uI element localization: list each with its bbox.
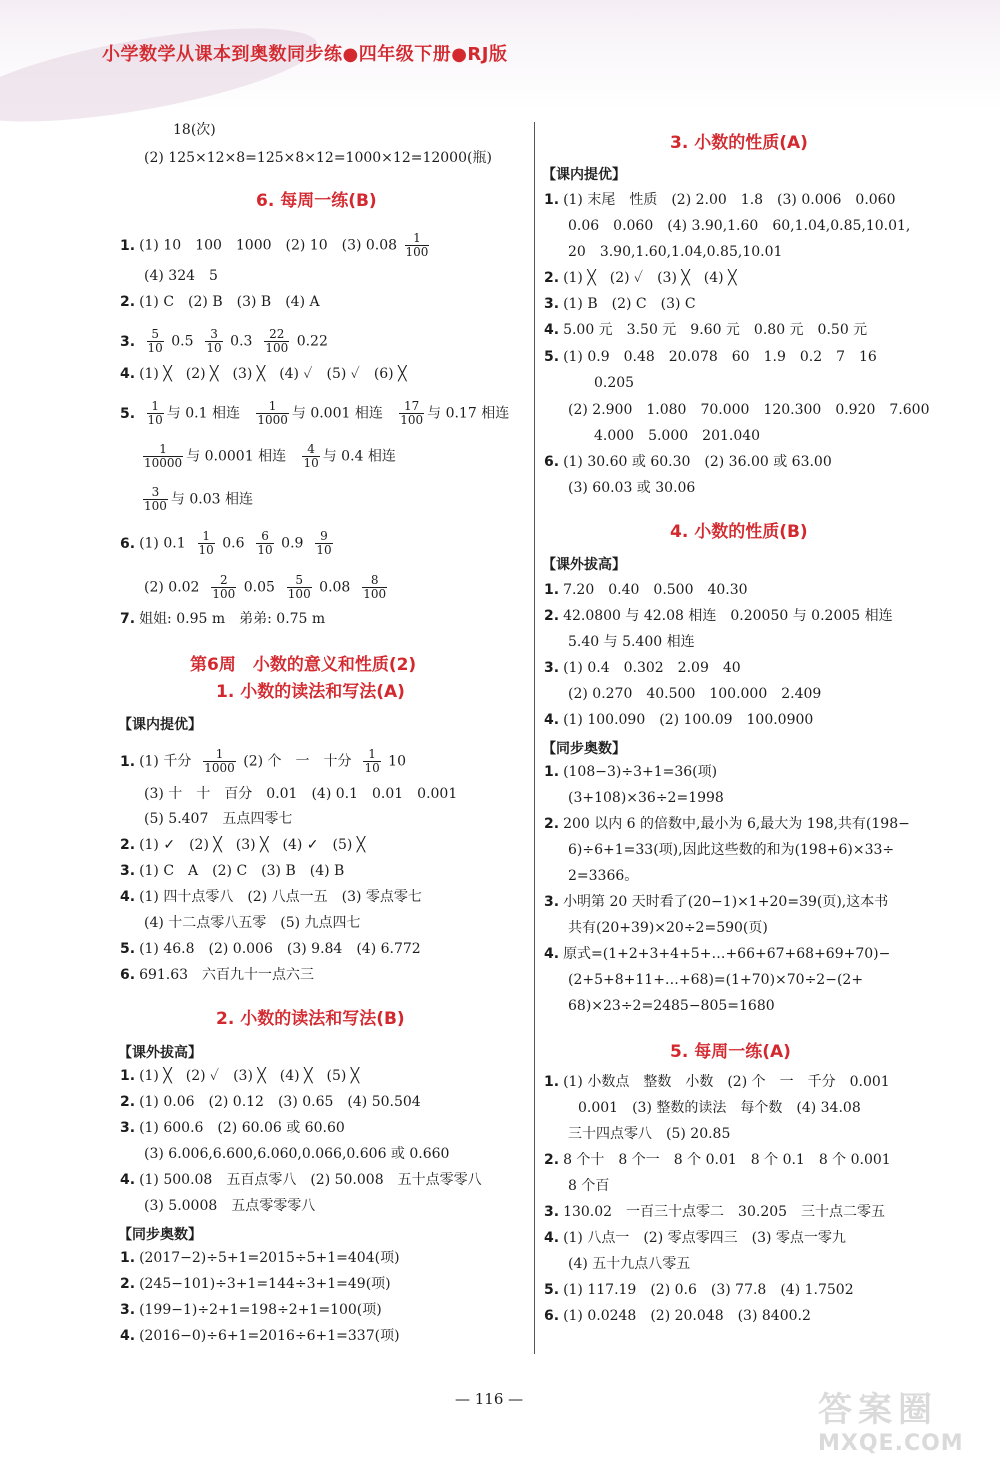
question-2: 2. (1) ╳ (2) ✓ (3) ╳ (4) ╳ xyxy=(544,270,737,286)
fraction: $\frac{5}{100}$ xyxy=(287,573,311,601)
answer-line: (4) 十二点零八五零 (5) 九点四七 xyxy=(144,915,361,931)
fraction: $\frac{17}{100}$ xyxy=(400,399,424,427)
subsection-label: 【课内提优】 xyxy=(118,717,202,733)
answer-line: 0.001 (3) 整数的读法 每个数 (4) 34.08 xyxy=(578,1100,861,1116)
fraction: $\frac{1}{10}$ xyxy=(364,747,380,775)
answer-line: 三十四点零八 (5) 20.85 xyxy=(568,1126,731,1142)
answer-line: 共有(20+39)×20÷2=590(页) xyxy=(568,920,768,936)
question-3: 3. (1) B (2) C (3) C xyxy=(544,296,696,312)
question-6: 6. 691.63 六百九十一点六三 xyxy=(120,967,315,983)
question-3: 3. 130.02 一百三十点零二 30.205 三十点二零五 xyxy=(544,1204,886,1220)
answer-line: 4.000 5.000 201.040 xyxy=(594,428,761,444)
answer-line: 68)×23÷2=2485−805=1680 xyxy=(568,998,775,1014)
fraction: $\frac{5}{10}$ xyxy=(147,327,163,355)
subsection-label: 【同步奥数】 xyxy=(118,1227,202,1243)
fraction: $\frac{3}{10}$ xyxy=(206,327,222,355)
question-1: 1. (1) 千分 $\frac{1}{1000}$ (2) 个 一 十分 $\frac{1}{10}$ 10 xyxy=(120,747,406,775)
fraction: $\frac{8}{100}$ xyxy=(363,573,387,601)
question-2: 2. (245−101)÷3+1=144÷3+1=49(项) xyxy=(120,1276,391,1292)
question-5: 5. (1) 117.19 (2) 0.6 (3) 77.8 (4) 1.7502 xyxy=(544,1282,854,1298)
question-2: 2. (1) C (2) B (3) B (4) A xyxy=(120,294,320,310)
section-heading: 3. 小数的性质(A) xyxy=(670,133,808,153)
answer-line: 8 个百 xyxy=(568,1178,610,1194)
answer-line: 0.205 xyxy=(594,375,635,391)
question-4: 4. (1) 500.08 五百点零八 (2) 50.008 五十点零零八 xyxy=(120,1172,482,1188)
subsection-label: 【课内提优】 xyxy=(542,167,626,183)
fraction: $\frac{1}{100}$ xyxy=(405,231,429,259)
answer-line: (3) 60.03 或 30.06 xyxy=(568,480,696,496)
question-3: 3. (1) 600.6 (2) 60.06 或 60.60 xyxy=(120,1120,345,1136)
question-number: 1. xyxy=(120,237,136,254)
answer-line: (4) 五十九点八零五 xyxy=(568,1256,691,1272)
question-6: 6. (1) 0.0248 (2) 20.048 (3) 8400.2 xyxy=(544,1308,811,1324)
question-1: 1. (2017−2)÷5+1=2015÷5+1=404(项) xyxy=(120,1250,400,1266)
answer-line: (2) 0.02 $\frac{2}{100}$ 0.05 $\frac{5}{100}$ 0.08 $\frac{8}{100}$ xyxy=(144,573,387,601)
answer-line: $\frac{1}{10000}$ 与 0.0001 相连 $\frac{4}{10}$ 与 0.4 相连 xyxy=(144,442,396,470)
answer-line: 2=3366。 xyxy=(568,868,639,884)
answer-line: (5) 5.407 五点四零七 xyxy=(144,811,293,827)
question-5: 5. $\frac{1}{10}$ 与 0.1 相连 $\frac{1}{1000}$ 与 0.001 相连 $\frac{17}{100}$ 与 0.17 相连 xyxy=(120,399,510,427)
answer-line: (2) 2.900 1.080 70.000 120.300 0.920 7.600 xyxy=(568,402,930,418)
question-4: 4. 原式=(1+2+3+4+5+…+66+67+68+69+70)− xyxy=(544,946,891,962)
question-2: 2. (1) 0.06 (2) 0.12 (3) 0.65 (4) 50.504 xyxy=(120,1094,421,1110)
answer-line: (2) 0.270 40.500 100.000 2.409 xyxy=(568,686,822,702)
fraction: $\frac{6}{10}$ xyxy=(257,529,273,557)
section-heading: 2. 小数的读法和写法(B) xyxy=(216,1009,405,1029)
answer-line: (2) 125×12×8=125×8×12=1000×12=12000(瓶) xyxy=(144,150,492,166)
question-3: 3. 小明第 20 天时看了(20−1)×1+20=39(页),这本书 xyxy=(544,894,889,910)
week-heading: 第6周 小数的意义和性质(2) xyxy=(190,655,417,675)
question-1: 1. (108−3)÷3+1=36(项) xyxy=(544,764,718,780)
watermark-logo: 答案圈 MXQE.COM xyxy=(818,1390,964,1456)
question-5: 5. (1) 0.9 0.48 20.078 60 1.9 0.2 7 16 xyxy=(544,349,877,365)
question-1: 1. (1) 末尾 性质 (2) 2.00 1.8 (3) 0.006 0.060 xyxy=(544,192,896,208)
answer-line: 20 3.90,1.60,1.04,0.85,10.01 xyxy=(568,244,783,260)
fraction: $\frac{1}{10}$ xyxy=(198,529,214,557)
section-heading: 6. 每周一练(B) xyxy=(256,191,377,211)
question-4: 4. 5.00 元 3.50 元 9.60 元 0.80 元 0.50 元 xyxy=(544,322,868,338)
section-heading: 1. 小数的读法和写法(A) xyxy=(216,682,405,702)
answer-line: $\frac{3}{100}$ 与 0.03 相连 xyxy=(144,485,253,513)
fraction: $\frac{3}{100}$ xyxy=(144,485,167,513)
answer-line: 0.06 0.060 (4) 3.90,1.60 60,1.04,0.85,10.01, xyxy=(568,218,911,234)
question-4: 4. (1) 八点一 (2) 零点零四三 (3) 零点一零九 xyxy=(544,1230,846,1246)
answer-line: (4) 324 5 xyxy=(144,268,218,284)
question-2: 2. 42.0800 与 42.08 相连 0.20050 与 0.2005 相连 xyxy=(544,608,893,624)
column-divider xyxy=(534,122,535,1354)
question-4: 4. (1) 100.090 (2) 100.09 100.0900 xyxy=(544,712,814,728)
question-2: 2. (1) ✓ (2) ╳ (3) ╳ (4) ✓ (5) ╳ xyxy=(120,837,366,853)
section-heading: 5. 每周一练(A) xyxy=(670,1042,791,1062)
fraction: $\frac{1}{10}$ xyxy=(147,399,163,427)
question-5: 5. (1) 46.8 (2) 0.006 (3) 9.84 (4) 6.772 xyxy=(120,941,421,957)
answer-text: (1) 10 100 1000 (2) 10 (3) 0.08 xyxy=(139,237,398,254)
question-4: 4. (1) 四十点零八 (2) 八点一五 (3) 零点零七 xyxy=(120,889,422,905)
question-1: 1. 7.20 0.40 0.500 40.30 xyxy=(544,582,748,598)
fraction: $\frac{22}{100}$ xyxy=(265,327,289,355)
answer-line: 5.40 与 5.400 相连 xyxy=(568,634,695,650)
question-6: 6. (1) 30.60 或 60.30 (2) 36.00 或 63.00 xyxy=(544,454,832,470)
question-1 xyxy=(120,232,432,259)
fraction: $\frac{2}{100}$ xyxy=(212,573,236,601)
question-2: 2. 8 个十 8 个一 8 个 0.01 8 个 0.1 8 个 0.001 xyxy=(544,1152,891,1168)
fraction: $\frac{1}{1000}$ xyxy=(204,747,235,775)
question-3: 3. (199−1)÷2+1=198÷2+1=100(项) xyxy=(120,1302,382,1318)
question-7: 7. 姐姐: 0.95 m 弟弟: 0.75 m xyxy=(120,611,326,627)
answer-line: (3) 5.0008 五点零零零八 xyxy=(144,1198,316,1214)
answer-line: (2+5+8+11+…+68)=(1+70)×70÷2−(2+ xyxy=(568,972,864,988)
question-1: 1. (1) 小数点 整数 小数 (2) 个 一 千分 0.001 xyxy=(544,1074,890,1090)
page-number: — 116 — xyxy=(455,1390,524,1408)
question-4: 4. (2016−0)÷6+1=2016÷6+1=337(项) xyxy=(120,1328,400,1344)
fraction: $\frac{9}{10}$ xyxy=(316,529,332,557)
answer-line: (3) 6.006,6.600,6.060,0.066,0.606 或 0.660 xyxy=(144,1146,450,1162)
answer-line: 18(次) xyxy=(173,122,216,138)
question-4: 4. (1) ╳ (2) ╳ (3) ╳ (4) ✓ (5) ✓ (6) ╳ xyxy=(120,366,407,382)
section-heading: 4. 小数的性质(B) xyxy=(670,522,808,542)
question-3: 3. (1) 0.4 0.302 2.09 40 xyxy=(544,660,741,676)
answer-line: (3) 十 十 百分 0.01 (4) 0.1 0.01 0.001 xyxy=(144,786,458,802)
fraction: $\frac{1}{1000}$ xyxy=(257,399,288,427)
fraction: $\frac{4}{10}$ xyxy=(303,442,319,470)
question-3: 3. (1) C A (2) C (3) B (4) B xyxy=(120,863,345,879)
question-1: 1. (1) ╳ (2) ✓ (3) ╳ (4) ╳ (5) ╳ xyxy=(120,1068,360,1084)
fraction: $\frac{1}{10000}$ xyxy=(144,442,183,470)
question-6: 6. (1) 0.1 $\frac{1}{10}$ 0.6 $\frac{6}{10}$ 0.9 $\frac{9}{10}$ xyxy=(120,529,332,557)
subsection-label: 【课外拔高】 xyxy=(118,1045,202,1061)
subsection-label: 【课外拔高】 xyxy=(542,557,626,573)
subsection-label: 【同步奥数】 xyxy=(542,741,626,757)
question-2: 2. 200 以内 6 的倍数中,最小为 6,最大为 198,共有(198− xyxy=(544,816,910,832)
answer-line: 6)÷6+1=33(项),因此这些数的和为(198+6)×33÷ xyxy=(568,842,895,858)
answer-line: (3+108)×36÷2=1998 xyxy=(568,790,724,806)
question-3: 3. $\frac{5}{10}$ 0.5 $\frac{3}{10}$ 0.3 $\frac{22}{100}$ 0.22 xyxy=(120,327,328,355)
book-title: 小学数学从课本到奥数同步练●四年级下册●RJ版 xyxy=(102,44,508,65)
